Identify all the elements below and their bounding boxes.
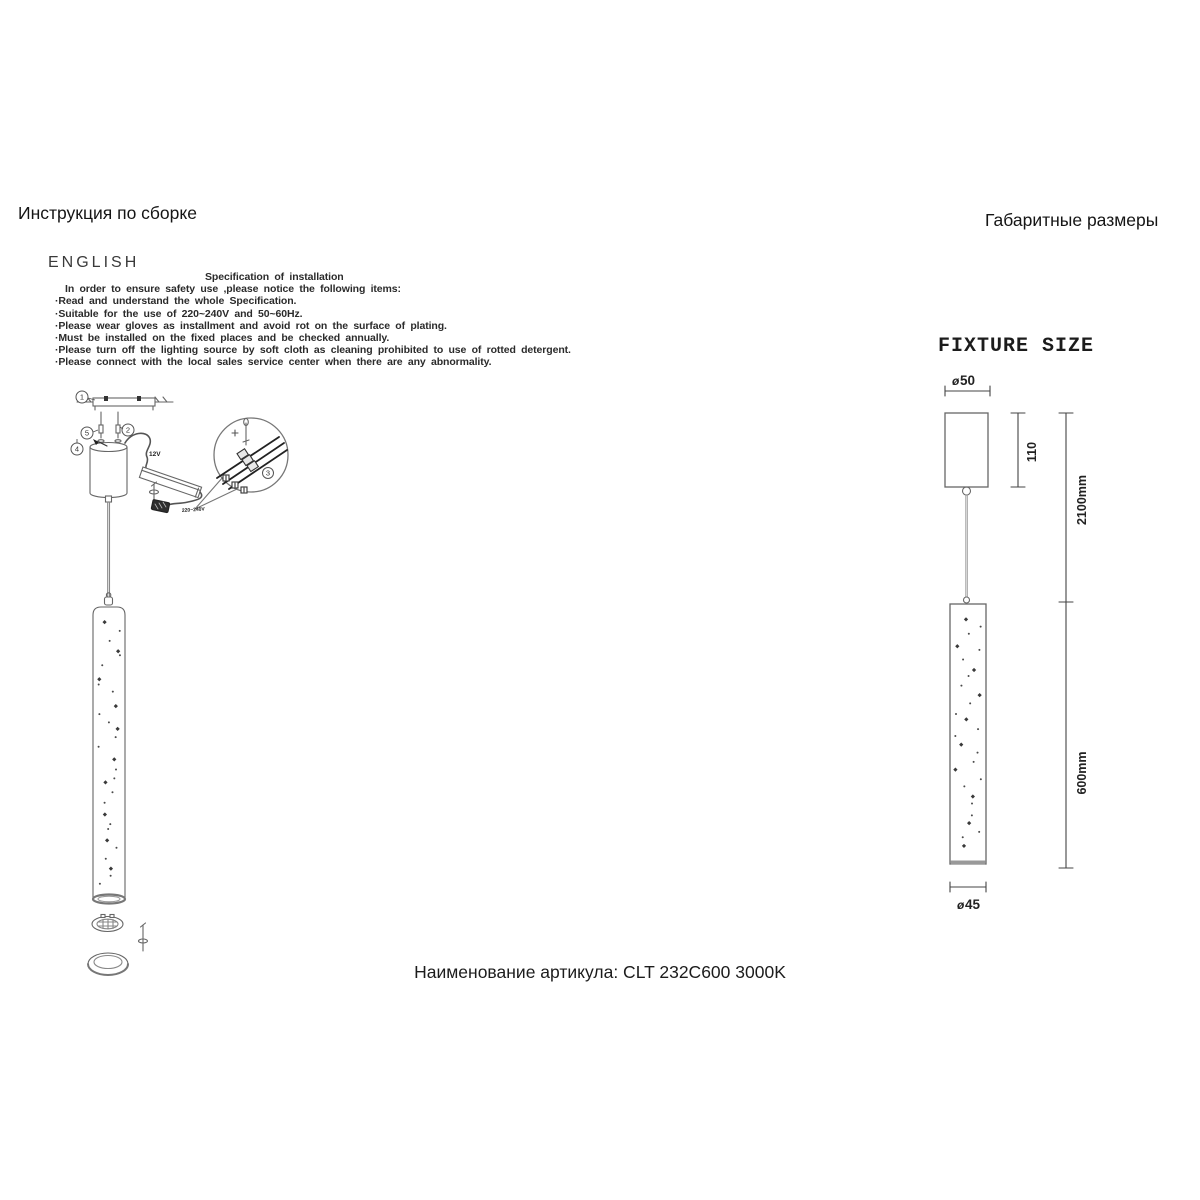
tube-outline [950, 604, 986, 864]
led-driver [139, 467, 201, 498]
fixture-size-heading: FIXTURE SIZE [938, 335, 1095, 358]
screw-symbol [150, 482, 159, 501]
pendant-tube [93, 607, 125, 904]
assembly-diagram [55, 385, 305, 985]
led-module [92, 915, 123, 932]
language-heading: ENGLISH [48, 254, 140, 271]
wiring-detail-circle [195, 418, 288, 509]
canopy-outline [945, 413, 988, 487]
specification-block [55, 271, 675, 369]
spec-item: ·Read and understand the whole Specification. [55, 295, 297, 308]
diameter-symbol: ø [952, 374, 960, 388]
diameter-symbol: ø [957, 898, 965, 912]
tube-length-label: 600mm [1075, 751, 1089, 795]
callout-4: 4 [74, 444, 80, 454]
spec-item: ·Please turn off the lighting source by soft cloth as cleaning prohibited to use of rotted detergent. [55, 344, 571, 357]
spec-item: ·Please wear gloves as installment and avoid rot on the surface of plating. [55, 319, 447, 332]
spec-title: Specification of installation [205, 271, 344, 283]
callout-3: 3 [265, 468, 271, 478]
page-title-assembly: Инструкция по сборке [18, 203, 197, 223]
callout-2: 2 [125, 425, 131, 435]
tube-perforations [97, 620, 121, 885]
wire [125, 433, 150, 468]
mounting-plate [93, 398, 155, 406]
spec-item: ·Suitable for the use of 220~240V and 50~60Hz. [55, 307, 303, 320]
spec-intro: In order to ensure safety use ,please notice the following items: [65, 283, 401, 296]
screw [98, 412, 104, 442]
article-name: Наименование артикула: CLT 232C600 3000K [414, 962, 786, 982]
driver-output-voltage-label: 12V [149, 451, 161, 458]
callout-5: 5 [84, 428, 90, 438]
bottom-diameter-value: 45 [965, 897, 981, 912]
callout-1: 1 [79, 392, 85, 402]
page-title-dimensions: Габаритные размеры [985, 210, 1159, 230]
canopy [90, 443, 127, 503]
fixture-size-diagram [930, 360, 1170, 920]
spec-item: ·Please connect with the local sales service center when there are any abnormality. [55, 356, 492, 369]
trim-ring [88, 953, 128, 975]
mains-voltage-label: 220~240V [181, 506, 206, 514]
spec-item: ·Must be installed on the fixed places and be checked annually. [55, 332, 390, 345]
screw-symbol [139, 923, 148, 951]
top-diameter-value: 50 [960, 373, 976, 388]
mains-connector [151, 499, 170, 512]
overall-length-label: 2100mm [1075, 474, 1089, 526]
canopy-height-label: 110 [1025, 441, 1039, 463]
